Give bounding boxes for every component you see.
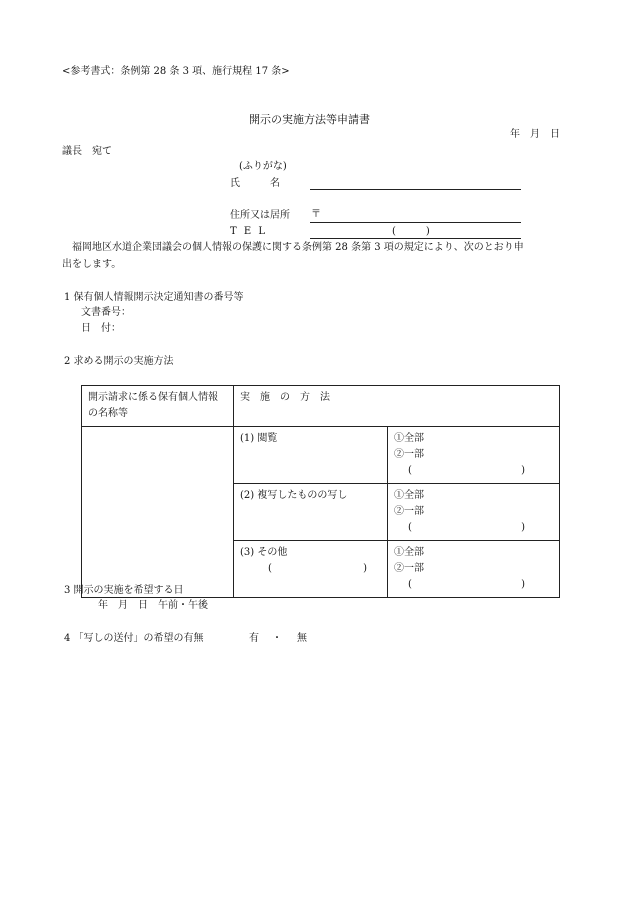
option-all-checkbox[interactable]: ①全部 bbox=[394, 490, 424, 501]
info-name-cell[interactable] bbox=[82, 427, 234, 598]
intro-text-line2: 出をします。 bbox=[62, 259, 122, 270]
option-part-detail[interactable]: ( ) bbox=[408, 465, 525, 476]
method-label: (1) 閲覧 bbox=[240, 433, 278, 444]
name-label: 氏 名 bbox=[230, 178, 280, 189]
method-label: (3) その他 bbox=[240, 547, 288, 558]
header-method: 実 施 の 方 法 bbox=[234, 386, 560, 427]
choice-separator: ・ bbox=[272, 633, 282, 644]
option-cell bbox=[388, 484, 560, 541]
tel-label: T E L bbox=[230, 226, 265, 237]
other-method-detail[interactable]: ( ) bbox=[268, 563, 367, 574]
tel-field[interactable] bbox=[310, 238, 521, 239]
option-cell bbox=[388, 427, 560, 484]
addressee: 議長 宛て bbox=[62, 146, 112, 157]
option-part-checkbox[interactable]: ②一部 bbox=[394, 563, 424, 574]
option-part-detail[interactable]: ( ) bbox=[408, 522, 525, 533]
address-field[interactable] bbox=[310, 222, 521, 223]
method-cell-copy bbox=[234, 484, 388, 541]
intro-text-line1: 福岡地区水道企業団議会の個人情報の保護に関する条例第 28 条第 3 項の規定により、次のとおり申 bbox=[62, 242, 524, 253]
option-all-checkbox[interactable]: ①全部 bbox=[394, 547, 424, 558]
method-cell-view bbox=[234, 427, 388, 484]
option-part-checkbox[interactable]: ②一部 bbox=[394, 506, 424, 517]
section1-heading: 1 保有個人情報開示決定通知書の番号等 bbox=[64, 292, 244, 303]
option-cell bbox=[388, 541, 560, 598]
reference-note: <参考書式：条例第 28 条 3 項、施行規程 17 条> bbox=[62, 66, 290, 77]
table-header-row bbox=[82, 386, 560, 427]
postal-mark: 〒 bbox=[311, 209, 321, 220]
option-all-checkbox[interactable]: ①全部 bbox=[394, 433, 424, 444]
form-title: 開示の実施方法等申請書 bbox=[249, 113, 370, 126]
methods-table bbox=[81, 385, 560, 598]
section1-date-label: 日 付： bbox=[81, 323, 121, 334]
date-label: 年 月 日 bbox=[510, 129, 560, 140]
option-part-detail[interactable]: ( ) bbox=[408, 579, 525, 590]
desired-date-field[interactable]: 年 月 日 午前・午後 bbox=[98, 600, 208, 611]
method-cell-other bbox=[234, 541, 388, 598]
option-part-checkbox[interactable]: ②一部 bbox=[394, 449, 424, 460]
section2-heading: 2 求める開示の実施方法 bbox=[64, 356, 174, 367]
doc-number-label: 文書番号： bbox=[81, 307, 131, 318]
section4-heading: 4 「写しの送付」の希望の有無 bbox=[64, 633, 204, 644]
table-row bbox=[82, 427, 560, 484]
header-info-name: 開示請求に係る保有個人情報の名称等 bbox=[82, 386, 234, 427]
method-label: (2) 複写したものの写し bbox=[240, 490, 348, 501]
address-label: 住所又は居所 bbox=[230, 210, 290, 221]
name-field[interactable] bbox=[310, 189, 521, 190]
tel-paren: ( ) bbox=[392, 226, 430, 237]
choice-no[interactable]: 無 bbox=[297, 633, 307, 644]
section3-heading: 3 開示の実施を希望する日 bbox=[64, 585, 184, 596]
furigana-label: (ふりがな) bbox=[239, 161, 287, 172]
choice-yes[interactable]: 有 bbox=[249, 633, 259, 644]
